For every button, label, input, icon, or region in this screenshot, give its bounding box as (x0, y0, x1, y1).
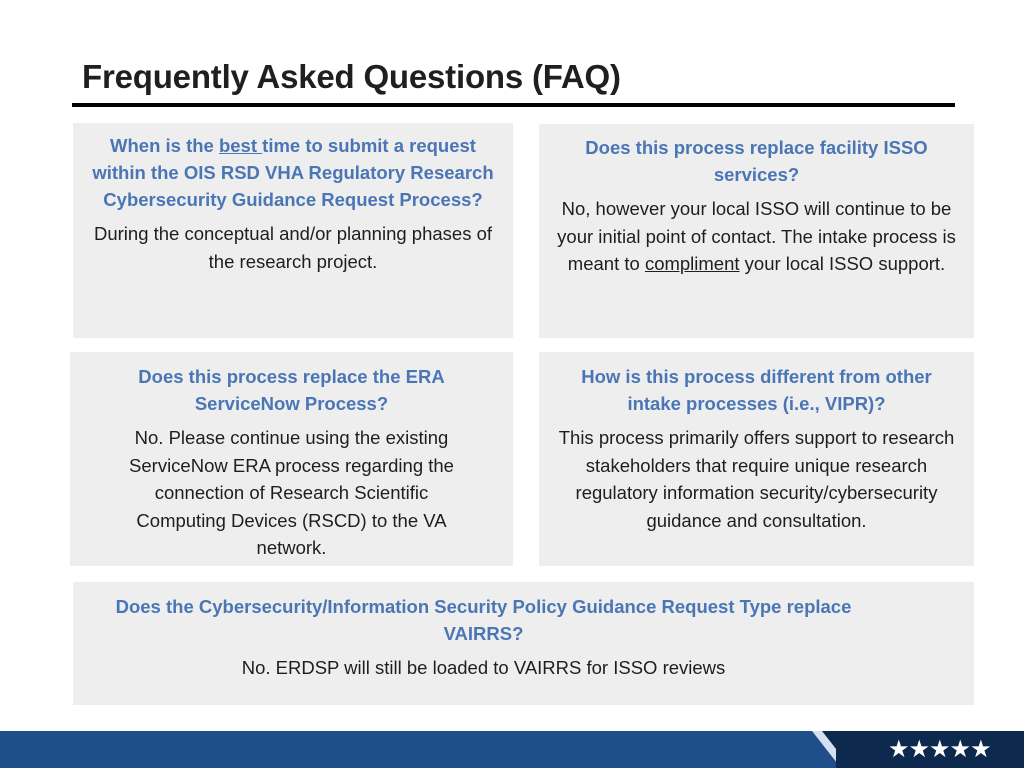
faq-answer: No. Please continue using the existing ServiceNow ERA process regarding the connection of Research Scientific Computing Devices (RSCD) to the VA network. (129, 427, 454, 558)
faq-answer (549, 195, 964, 278)
faq-question: Does this process replace the ERA ServiceNow Process? (138, 366, 445, 414)
faq-question-emphasis: best (218, 135, 263, 156)
page-title: Frequently Asked Questions (FAQ) (82, 58, 621, 95)
faq-question (91, 132, 495, 213)
title-underline (72, 103, 955, 107)
faq-answer: This process primarily offers support to research stakeholders that require unique research regulatory information security/cybersecurity guidance and consultation. (558, 427, 955, 531)
faq-answer-emphasis: compliment (644, 253, 740, 274)
faq-question-text: When is the (110, 135, 219, 156)
faq-card-best-time (73, 123, 513, 338)
faq-answer: No. ERDSP will still be loaded to VAIRRS for ISSO reviews (241, 657, 726, 678)
faq-answer-text: No, however your local ISSO will continue to be your initial point of contact. The intake process is meant to (557, 198, 956, 274)
faq-card-isso-services (539, 124, 974, 338)
faq-card-era-servicenow (70, 352, 513, 566)
faq-question: Does this process replace facility ISSO services? (585, 137, 928, 185)
faq-question: Does the Cybersecurity/Information Security Policy Guidance Request Type replace VAIRRS? (115, 596, 852, 644)
faq-question: How is this process different from other intake processes (i.e., VIPR)? (581, 366, 932, 414)
faq-answer: During the conceptual and/or planning phases of the research project. (93, 223, 493, 272)
faq-card-intake-difference (539, 352, 974, 566)
faq-answer-text: your local ISSO support. (739, 253, 946, 274)
faq-card-vairrs (73, 582, 974, 705)
faq-question-text: time to submit a request within the OIS RSD VHA Regulatory Research Cybersecurity Guidance Request Process? (92, 135, 494, 210)
stars-icon: ★★★★★ (888, 735, 991, 763)
